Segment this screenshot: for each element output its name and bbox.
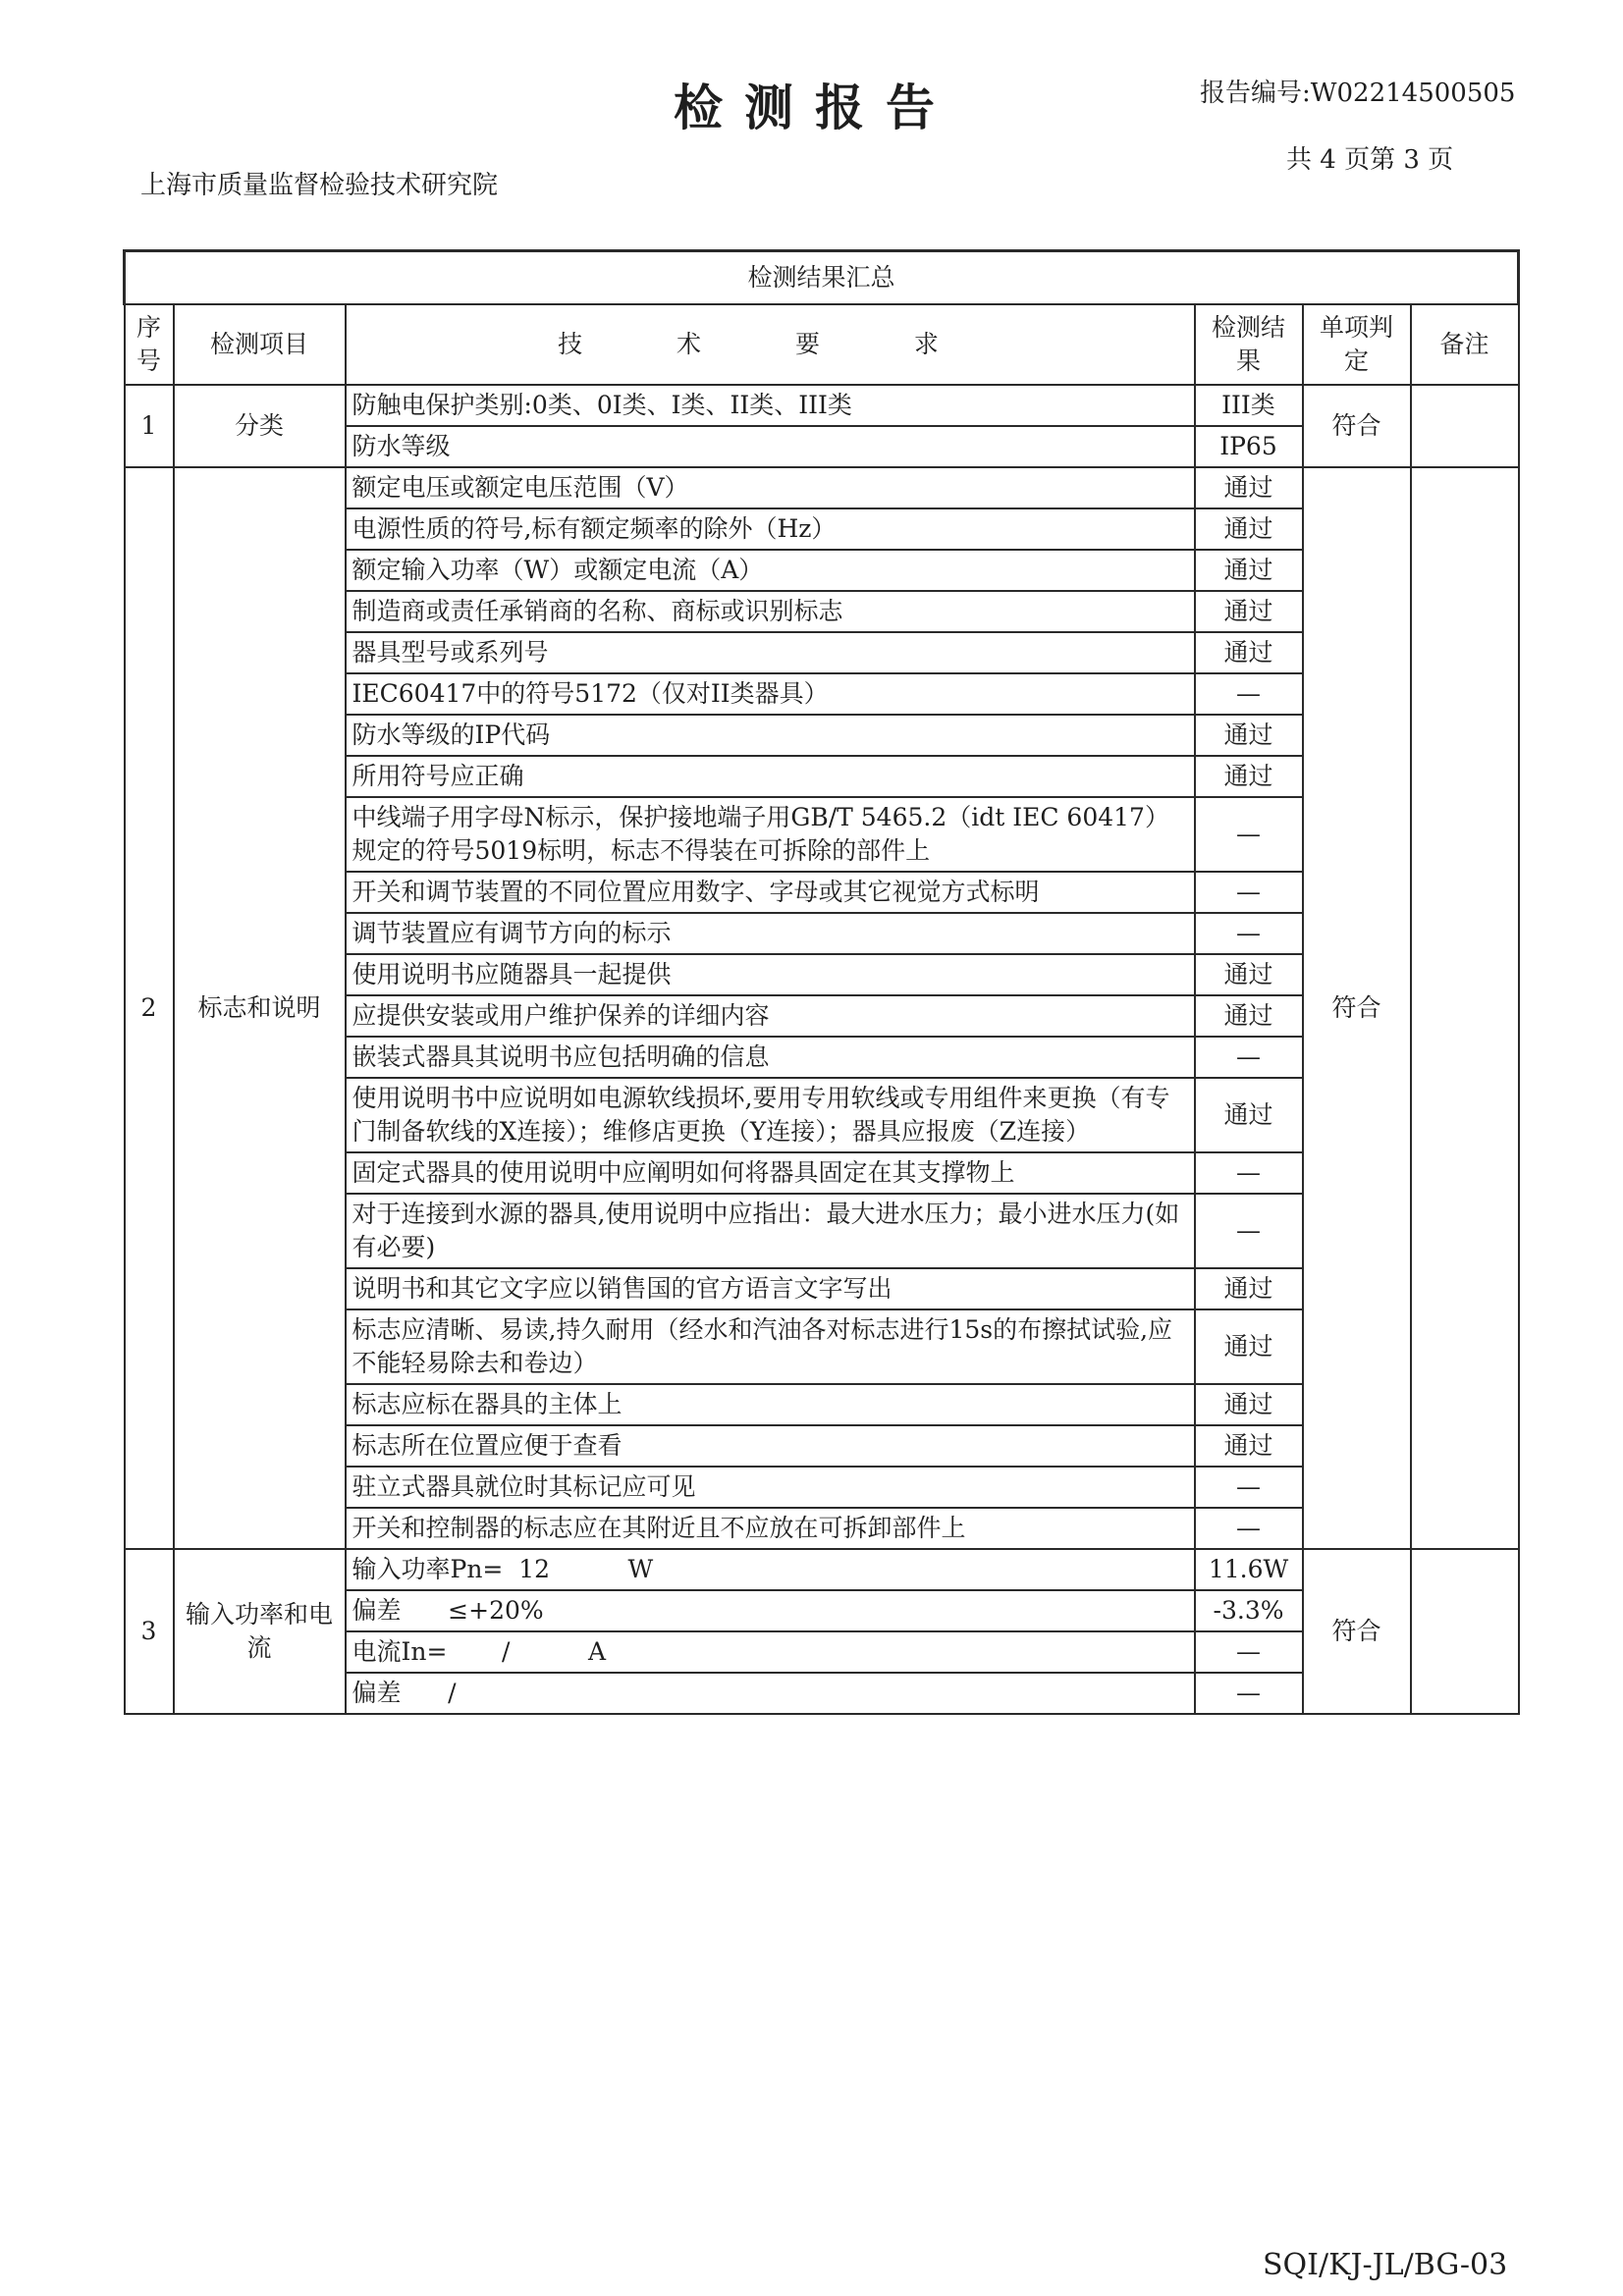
result-cell: — xyxy=(1195,913,1303,954)
requirement-cell: 制造商或责任承销商的名称、商标或识别标志 xyxy=(346,591,1195,632)
result-cell: — xyxy=(1195,673,1303,715)
result-cell: -3.3% xyxy=(1195,1590,1303,1631)
requirement-cell: 说明书和其它文字应以销售国的官方语言文字写出 xyxy=(346,1268,1195,1309)
requirement-cell: 所用符号应正确 xyxy=(346,756,1195,797)
result-cell: 通过 xyxy=(1195,995,1303,1037)
requirement-cell: 额定输入功率（W）或额定电流（A） xyxy=(346,550,1195,591)
group-number: 3 xyxy=(125,1549,174,1714)
result-cell: — xyxy=(1195,1037,1303,1078)
result-cell: 11.6W xyxy=(1195,1549,1303,1590)
verdict-cell: 符合 xyxy=(1303,385,1411,467)
requirement-cell: 标志应标在器具的主体上 xyxy=(346,1384,1195,1425)
col-item-header: 检测项目 xyxy=(174,304,346,385)
result-cell: 通过 xyxy=(1195,1384,1303,1425)
result-cell: III类 xyxy=(1195,385,1303,426)
requirement-cell: 调节装置应有调节方向的标示 xyxy=(346,913,1195,954)
group-item: 输入功率和电流 xyxy=(174,1549,346,1714)
col-verdict-header: 单项判定 xyxy=(1303,304,1411,385)
result-cell: — xyxy=(1195,1467,1303,1508)
requirement-cell: 偏差 ≤+20% xyxy=(346,1590,1195,1631)
remark-cell xyxy=(1411,385,1519,467)
requirement-cell: 标志应清晰、易读,持久耐用（经水和汽油各对标志进行15s的布擦拭试验,应不能轻易除去和卷边） xyxy=(346,1309,1195,1384)
table-row xyxy=(125,385,1519,426)
requirement-cell: 嵌装式器具其说明书应包括明确的信息 xyxy=(346,1037,1195,1078)
result-cell: 通过 xyxy=(1195,1078,1303,1152)
result-cell: 通过 xyxy=(1195,715,1303,756)
report-title: 检测报告 xyxy=(674,79,956,136)
result-cell: 通过 xyxy=(1195,508,1303,550)
requirement-cell: 开关和控制器的标志应在其附近且不应放在可拆卸部件上 xyxy=(346,1508,1195,1549)
result-cell: — xyxy=(1195,1631,1303,1673)
result-cell: 通过 xyxy=(1195,632,1303,673)
requirement-cell: 使用说明书应随器具一起提供 xyxy=(346,954,1195,995)
result-cell: — xyxy=(1195,1152,1303,1194)
col-seq-header: 序号 xyxy=(125,304,174,385)
result-cell: 通过 xyxy=(1195,1268,1303,1309)
page-info: 共 4 页第 3 页 xyxy=(1286,145,1454,175)
requirement-cell: 中线端子用字母N标示，保护接地端子用GB/T 5465.2（idt IEC 60417）规定的符号5019标明，标志不得装在可拆除的部件上 xyxy=(346,797,1195,872)
result-cell: — xyxy=(1195,1508,1303,1549)
requirement-cell: 标志所在位置应便于查看 xyxy=(346,1425,1195,1467)
requirement-cell: 防触电保护类别:0类、0I类、I类、II类、III类 xyxy=(346,385,1195,426)
result-cell: 通过 xyxy=(1195,1425,1303,1467)
col-requirement-header: 技 术 要 求 xyxy=(346,304,1195,385)
result-cell: 通过 xyxy=(1195,756,1303,797)
result-cell: IP65 xyxy=(1195,426,1303,467)
requirement-cell: 电流In= / A xyxy=(346,1631,1195,1673)
result-cell: — xyxy=(1195,1194,1303,1268)
requirement-cell: 应提供安装或用户维护保养的详细内容 xyxy=(346,995,1195,1037)
result-cell: 通过 xyxy=(1195,550,1303,591)
verdict-cell: 符合 xyxy=(1303,467,1411,1549)
requirement-cell: 输入功率Pn= 12 W xyxy=(346,1549,1195,1590)
requirement-cell: 电源性质的符号,标有额定频率的除外（Hz） xyxy=(346,508,1195,550)
institute-name: 上海市质量监督检验技术研究院 xyxy=(140,171,499,200)
result-cell: — xyxy=(1195,797,1303,872)
result-cell: 通过 xyxy=(1195,954,1303,995)
result-cell: — xyxy=(1195,872,1303,913)
result-cell: — xyxy=(1195,1673,1303,1714)
result-cell: 通过 xyxy=(1195,591,1303,632)
table-row xyxy=(125,467,1519,508)
result-cell: 通过 xyxy=(1195,467,1303,508)
remark-cell xyxy=(1411,467,1519,1549)
requirement-cell: 额定电压或额定电压范围（V） xyxy=(346,467,1195,508)
results-summary-table xyxy=(123,249,1520,1715)
requirement-cell: 使用说明书中应说明如电源软线损坏,要用专用软线或专用组件来更换（有专门制备软线的X连接）；维修店更换（Y连接）；器具应报废（Z连接） xyxy=(346,1078,1195,1152)
group-number: 2 xyxy=(125,467,174,1549)
report-number: 报告编号:W02214500505 xyxy=(1200,79,1516,108)
requirement-cell: IEC60417中的符号5172（仅对II类器具） xyxy=(346,673,1195,715)
requirement-cell: 防水等级的IP代码 xyxy=(346,715,1195,756)
requirement-cell: 器具型号或系列号 xyxy=(346,632,1195,673)
table-caption: 检测结果汇总 xyxy=(125,251,1519,305)
requirement-cell: 防水等级 xyxy=(346,426,1195,467)
group-item: 标志和说明 xyxy=(174,467,346,1549)
requirement-cell: 固定式器具的使用说明中应阐明如何将器具固定在其支撑物上 xyxy=(346,1152,1195,1194)
group-item: 分类 xyxy=(174,385,346,467)
group-number: 1 xyxy=(125,385,174,467)
form-code: SQI/KJ-JL/BG-03 xyxy=(1263,2248,1508,2282)
table-header-row xyxy=(125,304,1519,385)
requirement-cell: 对于连接到水源的器具,使用说明中应指出：最大进水压力；最小进水压力(如有必要) xyxy=(346,1194,1195,1268)
remark-cell xyxy=(1411,1549,1519,1714)
table-row xyxy=(125,1549,1519,1590)
requirement-cell: 驻立式器具就位时其标记应可见 xyxy=(346,1467,1195,1508)
requirement-cell: 开关和调节装置的不同位置应用数字、字母或其它视觉方式标明 xyxy=(346,872,1195,913)
result-cell: 通过 xyxy=(1195,1309,1303,1384)
col-result-header: 检测结果 xyxy=(1195,304,1303,385)
requirement-cell: 偏差 / xyxy=(346,1673,1195,1714)
verdict-cell: 符合 xyxy=(1303,1549,1411,1714)
col-remark-header: 备注 xyxy=(1411,304,1519,385)
